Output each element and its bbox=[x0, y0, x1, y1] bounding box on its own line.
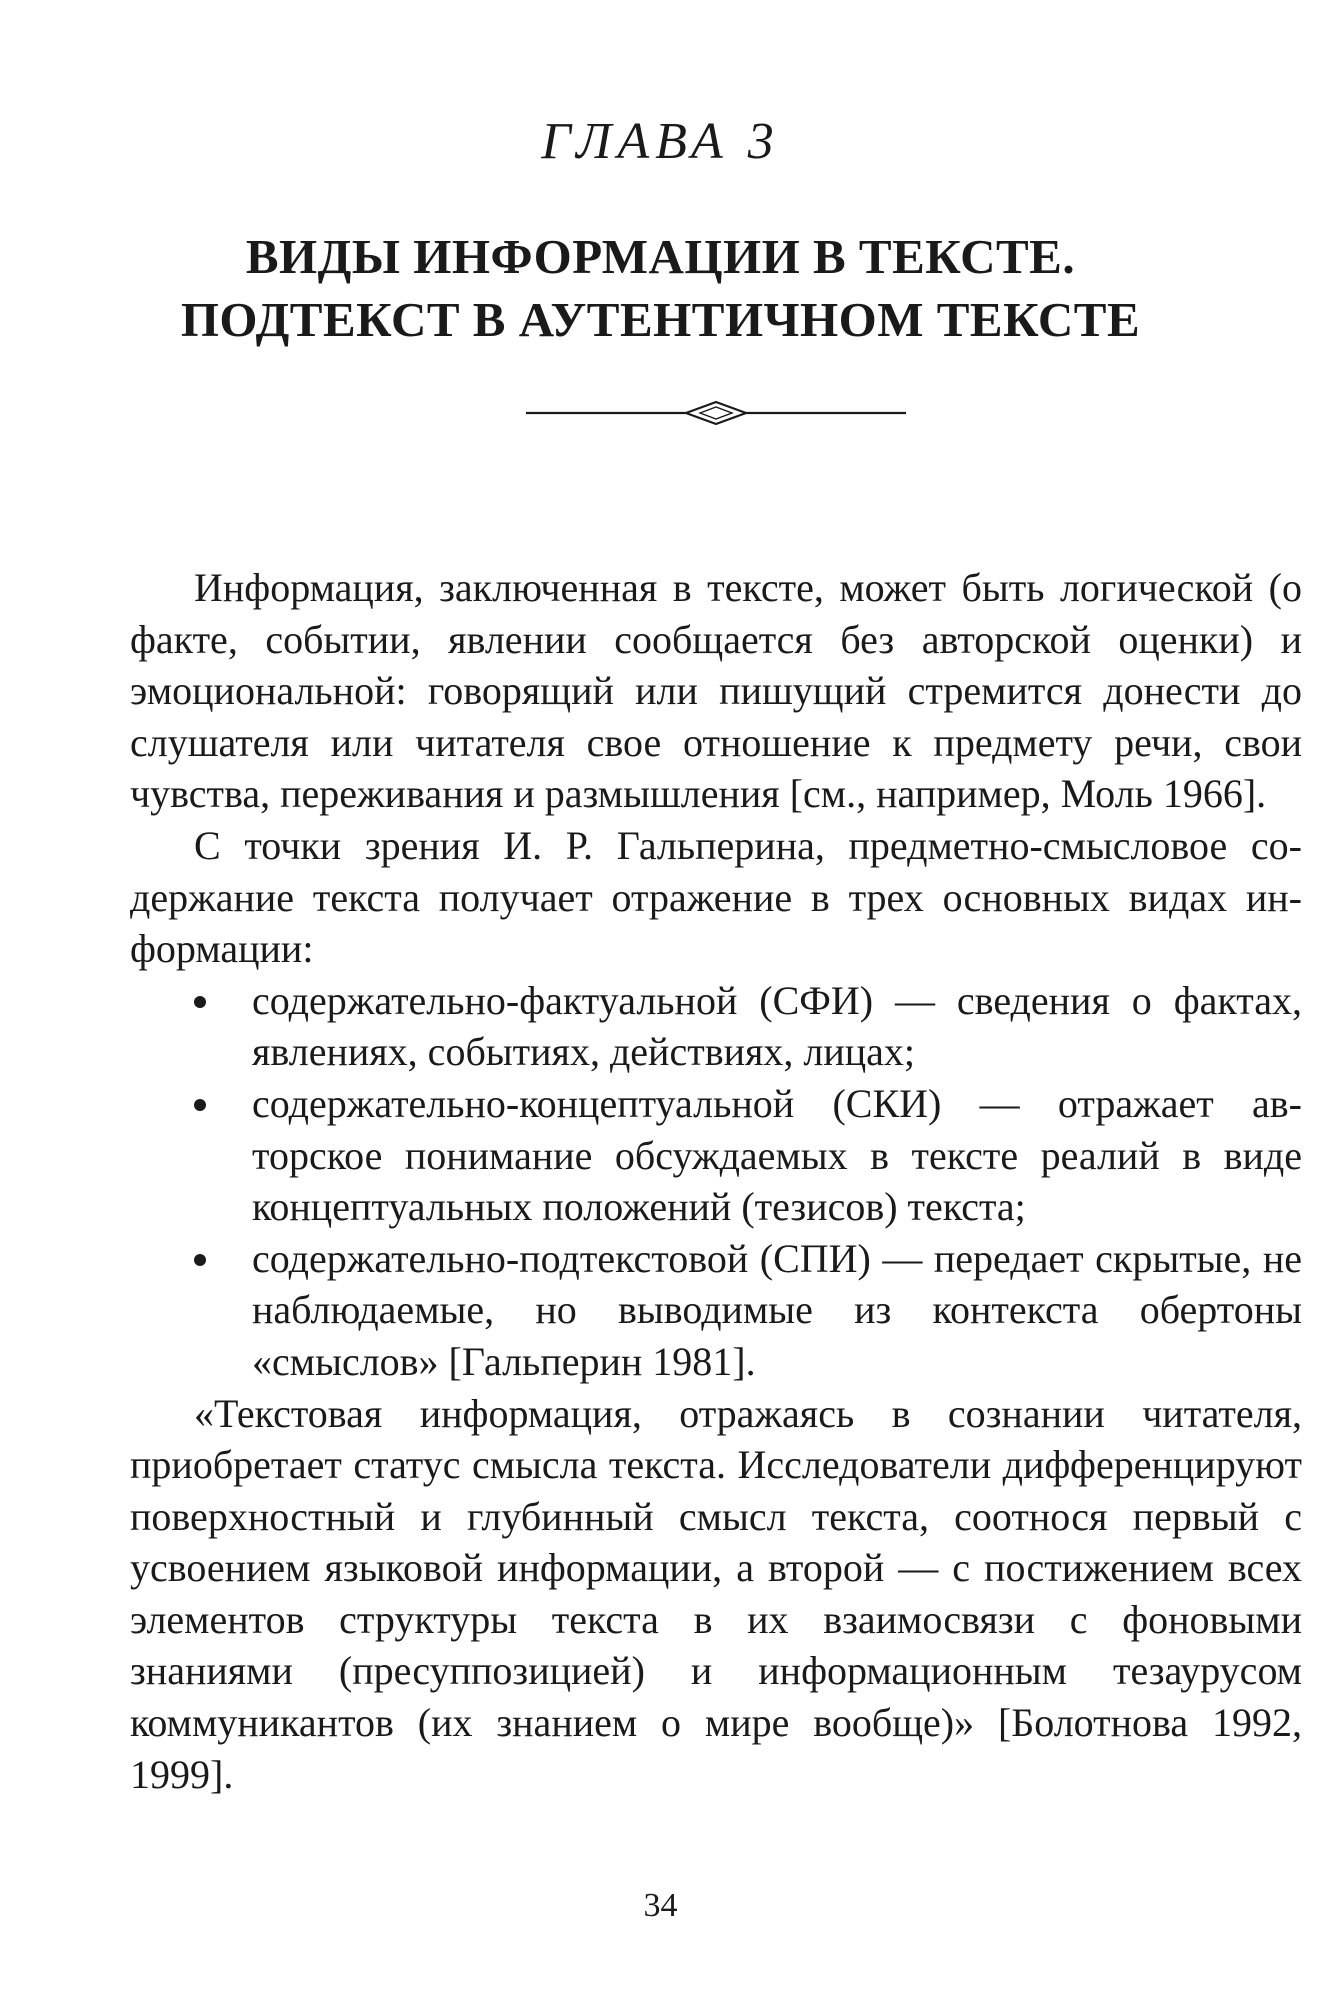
chapter-title bbox=[0, 225, 1321, 351]
list-item bbox=[252, 1078, 1302, 1233]
list-item bbox=[252, 975, 1302, 1078]
list-item bbox=[252, 1233, 1302, 1388]
paragraph-2: С точки зрения И. Р. Гальперина, предметно-смысловое содержание текста получает отражение в трех основных видах информации: bbox=[130, 822, 1302, 972]
chapter-title-line-1: ВИДЫ ИНФОРМАЦИИ В ТЕКСТЕ. bbox=[245, 229, 1076, 284]
diamond-rule-ornament-icon bbox=[526, 398, 906, 428]
list-item-text: содержательно-фактуальной (СФИ) — сведения о фактах, явлениях, событиях, действиях, лицах; bbox=[252, 977, 1302, 1075]
bullet-icon bbox=[194, 1254, 206, 1266]
paragraph-3: «Текстовая информация, отражаясь в сознании читателя, приобретает статус смысла текста. Исследователи дифференцируют поверхностный и глубинный смысл текста, соотнося первый с усвоением языковой информации, а второй — с постижением всех элементов структуры текста в их взаимосвязи с фоновыми знаниями (пресуппозицией) и информационным тезаурусом коммуникантов (их знанием о мире вообще)» [Болотнова 1992, 1999]. bbox=[130, 1390, 1302, 1797]
info-types-list bbox=[130, 975, 1302, 1388]
bullet-icon bbox=[194, 1099, 206, 1111]
bullet-icon bbox=[194, 996, 206, 1008]
page-number: 34 bbox=[643, 1887, 678, 1924]
body-text bbox=[130, 562, 1302, 1800]
chapter-label: ГЛАВА 3 bbox=[541, 113, 780, 170]
list-item-text: содержательно-концептуальной (СКИ) — отражает авторское понимание обсуждаемых в тексте реалий в виде концептуальных положений (тезисов) текста; bbox=[252, 1080, 1302, 1230]
list-item-text: содержательно-подтекстовой (СПИ) — передает скрытые, не наблюдаемые, но выводимые из контекста обертоны «смыслов» [Гальперин 1981]. bbox=[252, 1235, 1302, 1384]
paragraph-1: Информация, заключенная в тексте, может быть логической (о факте, событии, явлении сообщается без авторской оценки) и эмоциональной: говорящий или пишущий стремится донести до слушателя или читателя свое отношение к предмету речи, свои чувства, переживания и размышления [см., например, Моль 1966]. bbox=[130, 565, 1302, 817]
chapter-title-line-2: ПОДТЕКСТ В АУТЕНТИЧНОМ ТЕКСТЕ bbox=[180, 292, 1141, 347]
